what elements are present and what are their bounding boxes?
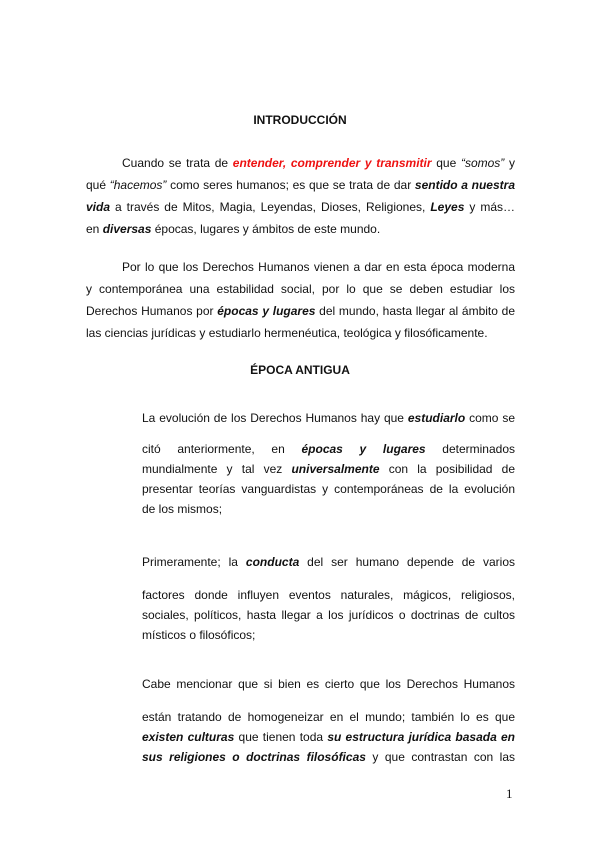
- bullet-continuation: [142, 439, 515, 519]
- text-run: determinados: [425, 442, 515, 456]
- bullet-line: sociales, políticos, hasta llegar a los jurídicos o doctrinas de cultos: [142, 608, 515, 622]
- bold-italic-text: sus religiones o doctrinas filosóficas: [142, 750, 366, 764]
- bold-italic-text: Leyes: [430, 200, 465, 214]
- text-run: que: [431, 156, 461, 170]
- text-run: y que contrastan con las: [365, 750, 515, 764]
- bullet-item-3: [120, 675, 515, 767]
- text-run: Cuando se trata de: [122, 156, 233, 170]
- text-run: qué: [86, 178, 110, 192]
- bullet-line: de los mismos;: [142, 502, 223, 516]
- paragraph-line: [86, 278, 515, 300]
- bullet-line: [142, 727, 515, 747]
- bullet-first-line: [120, 675, 515, 693]
- text-run: como se: [465, 411, 515, 425]
- bold-italic-text: vida: [86, 200, 111, 214]
- bold-italic-text: épocas y lugares: [301, 442, 426, 456]
- introduction-heading: INTRODUCCIÓN: [253, 113, 347, 127]
- text-run: que tienen toda: [234, 730, 328, 744]
- paragraph-line: [86, 218, 515, 240]
- bullet-text: [142, 553, 515, 571]
- text-run: y contemporánea una estabilidad social, por lo que se deben estudiar los: [86, 282, 515, 296]
- bullet-line: [142, 459, 515, 479]
- epoca-antigua-heading: ÉPOCA ANTIGUA: [250, 363, 350, 377]
- page-number: 1: [506, 786, 513, 801]
- highlight-text: entender, comprender y transmitir: [232, 156, 432, 170]
- bold-italic-text: estudiarlo: [407, 411, 466, 425]
- bullet-continuation: [142, 585, 515, 645]
- bullet-text: [142, 409, 515, 427]
- italic-text: “somos”: [460, 156, 505, 170]
- text-run: Primeramente; la: [142, 555, 246, 569]
- text-run: las ciencias jurídicas y estudiarlo hermenéutica, teológica y filosóficamente.: [86, 326, 488, 340]
- bold-italic-text: sentido a nuestra: [414, 178, 515, 192]
- paragraph-line: [86, 174, 515, 196]
- bullet-line: [142, 439, 515, 459]
- italic-text: “hacemos”: [109, 178, 167, 192]
- bullet-item-1: [120, 409, 515, 519]
- introduction-paragraph-1: [86, 152, 515, 240]
- bold-italic-text: épocas y lugares: [217, 304, 316, 318]
- bold-italic-text: existen culturas: [142, 730, 235, 744]
- paragraph-line: [86, 152, 515, 174]
- bullet-line: místicos o filosóficos;: [142, 628, 256, 642]
- text-run: épocas, lugares y ámbitos de este mundo.: [151, 222, 381, 236]
- bold-italic-text: diversas: [102, 222, 152, 236]
- bullet-line: [142, 747, 515, 767]
- bullet-text: Cabe mencionar que si bien es cierto que los Derechos Humanos: [142, 677, 515, 691]
- bullet-line: presentar teorías vanguardistas y contemporáneas de la evolución: [142, 482, 515, 496]
- text-run: del ser humano depende de varios: [299, 555, 515, 569]
- text-run: del mundo, hasta llegar al ámbito de: [315, 304, 515, 318]
- text-run: en: [86, 222, 103, 236]
- text-run: citó anteriormente, en: [142, 442, 302, 456]
- paragraph-line: [86, 300, 515, 322]
- bold-italic-text: universalmente: [291, 462, 380, 476]
- paragraph-line: [86, 322, 515, 344]
- paragraph-line: [86, 256, 515, 278]
- introduction-paragraph-2: [86, 256, 515, 344]
- text-run: Por lo que los Derechos Humanos vienen a dar en esta época moderna: [122, 260, 515, 274]
- text-run: como seres humanos; es que se trata de dar: [166, 178, 415, 192]
- bullet-first-line: [120, 553, 515, 571]
- bullet-continuation: [142, 707, 515, 767]
- bullet-line: factores donde influyen eventos naturales, mágicos, religiosos,: [142, 588, 515, 602]
- text-run: y: [504, 156, 515, 170]
- text-run: con la posibilidad de: [379, 462, 515, 476]
- bold-italic-text: conducta: [245, 555, 300, 569]
- text-run: mundialmente y tal vez: [142, 462, 292, 476]
- bold-italic-text: su estructura jurídica basada en: [327, 730, 515, 744]
- text-run: La evolución de los Derechos Humanos hay que: [142, 411, 408, 425]
- paragraph-line: [86, 196, 515, 218]
- text-run: a través de Mitos, Magia, Leyendas, Dioses, Religiones,: [110, 200, 431, 214]
- bullet-first-line: [120, 409, 515, 427]
- bullet-item-2: [120, 553, 515, 645]
- text-run: Derechos Humanos por: [86, 304, 218, 318]
- text-run: y más…: [464, 200, 516, 214]
- bullet-line: están tratando de homogeneizar en el mundo; también lo es que: [142, 710, 515, 724]
